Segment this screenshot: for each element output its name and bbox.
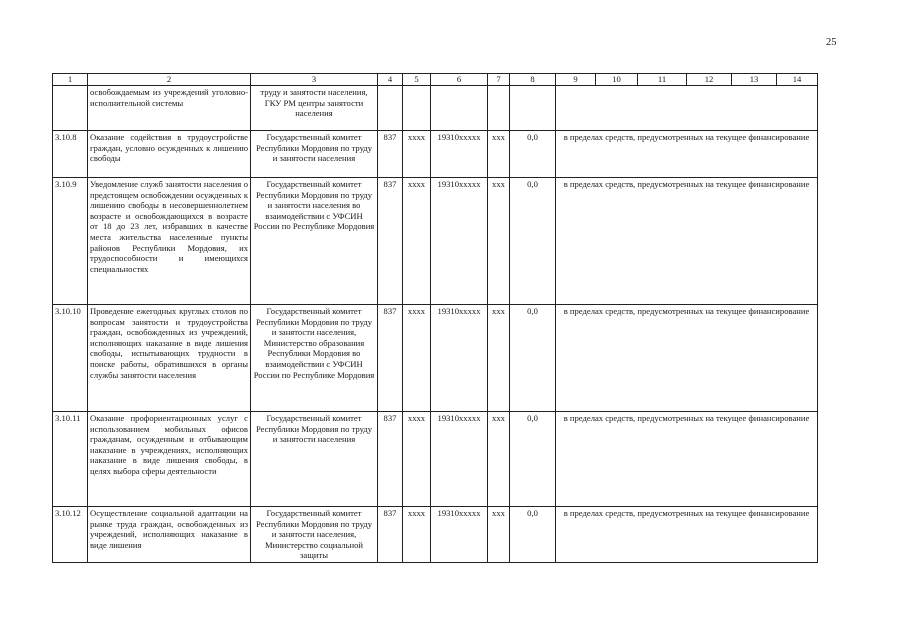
financing-note: в пределах средств, предусмотренных на текущее финансирование	[556, 412, 818, 507]
row-number: 3.10.11	[53, 412, 88, 507]
header-col-7: 7	[488, 74, 510, 86]
program-measures-table	[52, 73, 818, 563]
measure-description: Оказание профориентационных услуг с использованием мобильных офисов гражданам, осужденным и отбывающим наказание в учреждениях, исполняющих наказание в виде лишения свободы, в целях выбора сферы деятельности	[88, 412, 251, 507]
expense-type-code: ххх	[488, 412, 510, 507]
financing-note: в пределах средств, предусмотренных на текущее финансирование	[556, 131, 818, 178]
empty-merged-cell	[556, 86, 818, 131]
header-col-1: 1	[53, 74, 88, 86]
measure-description: Уведомление служб занятости населения о предстоящем освобождении осужденных к лишению свободы в несовершеннолетнем возрасте и освобождающихся в возрасте от 18 до 23 лет, избравших в качестве места жительства населенные пункты районов Республики Мордовия, их трудоспособности и имеющихся специальностях	[88, 178, 251, 305]
row-number: 3.10.9	[53, 178, 88, 305]
row-number: 3.10.8	[53, 131, 88, 178]
empty-cell	[431, 86, 488, 131]
row-number: 3.10.10	[53, 305, 88, 412]
header-col-13: 13	[732, 74, 777, 86]
header-col-14: 14	[777, 74, 818, 86]
expense-type-code: ххх	[488, 131, 510, 178]
expense-type-code: ххх	[488, 507, 510, 563]
row-number: 3.10.12	[53, 507, 88, 563]
header-row	[53, 74, 818, 86]
empty-cell	[510, 86, 556, 131]
section-code: хххх	[403, 178, 431, 305]
empty-cell	[488, 86, 510, 131]
section-code: хххх	[403, 412, 431, 507]
ministry-code: 837	[378, 507, 403, 563]
table-row	[53, 305, 818, 412]
target-article-code: 19310ххххх	[431, 412, 488, 507]
financing-note: в пределах средств, предусмотренных на текущее финансирование	[556, 507, 818, 563]
financing-note: в пределах средств, предусмотренных на текущее финансирование	[556, 178, 818, 305]
responsible-executor: Государственный комитет Республики Мордовия по труду и занятости населения во взаимодействии с УФСИН России по Республике Мордовия	[251, 178, 378, 305]
total-amount: 0,0	[510, 305, 556, 412]
row-number-cell	[53, 86, 88, 131]
table-row	[53, 178, 818, 305]
header-col-12: 12	[687, 74, 732, 86]
header-col-8: 8	[510, 74, 556, 86]
page-number: 25	[826, 37, 837, 48]
table-row	[53, 507, 818, 563]
header-col-5: 5	[403, 74, 431, 86]
section-code: хххх	[403, 131, 431, 178]
table-row	[53, 131, 818, 178]
section-code: хххх	[403, 305, 431, 412]
expense-type-code: ххх	[488, 305, 510, 412]
total-amount: 0,0	[510, 131, 556, 178]
continuation-row	[53, 86, 818, 131]
measure-description: Осуществление социальной адаптации на рынке труда граждан, освобожденных из учреждений, исполняющих наказание в виде лишения	[88, 507, 251, 563]
target-article-code: 19310ххххх	[431, 305, 488, 412]
total-amount: 0,0	[510, 178, 556, 305]
header-col-11: 11	[638, 74, 687, 86]
empty-cell	[403, 86, 431, 131]
measure-description: освобождаемым из учреждений уголовно-исполнительной системы	[88, 86, 251, 131]
responsible-executor: Государственный комитет Республики Мордовия по труду и занятости населения, Министерство социальной защиты	[251, 507, 378, 563]
ministry-code: 837	[378, 131, 403, 178]
section-code: хххх	[403, 507, 431, 563]
target-article-code: 19310ххххх	[431, 131, 488, 178]
responsible-executor: Государственный комитет Республики Мордовия по труду и занятости населения	[251, 412, 378, 507]
header-col-3: 3	[251, 74, 378, 86]
header-col-6: 6	[431, 74, 488, 86]
header-col-9: 9	[556, 74, 596, 86]
total-amount: 0,0	[510, 412, 556, 507]
header-col-4: 4	[378, 74, 403, 86]
measure-description: Проведение ежегодных круглых столов по вопросам занятости и трудоустройства граждан, освобожденных из учреждений, исполняющих наказание в виде лишения свободы, испытывающих трудности в поиске работы, обратившихся в органы службы занятости населения	[88, 305, 251, 412]
total-amount: 0,0	[510, 507, 556, 563]
table-row	[53, 412, 818, 507]
responsible-executor: труду и занятости населения, ГКУ РМ центры занятости населения	[251, 86, 378, 131]
responsible-executor: Государственный комитет Республики Мордовия по труду и занятости населения	[251, 131, 378, 178]
target-article-code: 19310ххххх	[431, 507, 488, 563]
ministry-code: 837	[378, 412, 403, 507]
empty-cell	[378, 86, 403, 131]
header-col-2: 2	[88, 74, 251, 86]
ministry-code: 837	[378, 178, 403, 305]
expense-type-code: ххх	[488, 178, 510, 305]
responsible-executor: Государственный комитет Республики Мордовия по труду и занятости населения, Министерство образования Республики Мордовия во взаимодействии с УФСИН России по Республике Мордовия	[251, 305, 378, 412]
target-article-code: 19310ххххх	[431, 178, 488, 305]
ministry-code: 837	[378, 305, 403, 412]
measure-description: Оказание содействия в трудоустройстве граждан, условно осужденных к лишению свободы	[88, 131, 251, 178]
header-col-10: 10	[596, 74, 638, 86]
financing-note: в пределах средств, предусмотренных на текущее финансирование	[556, 305, 818, 412]
